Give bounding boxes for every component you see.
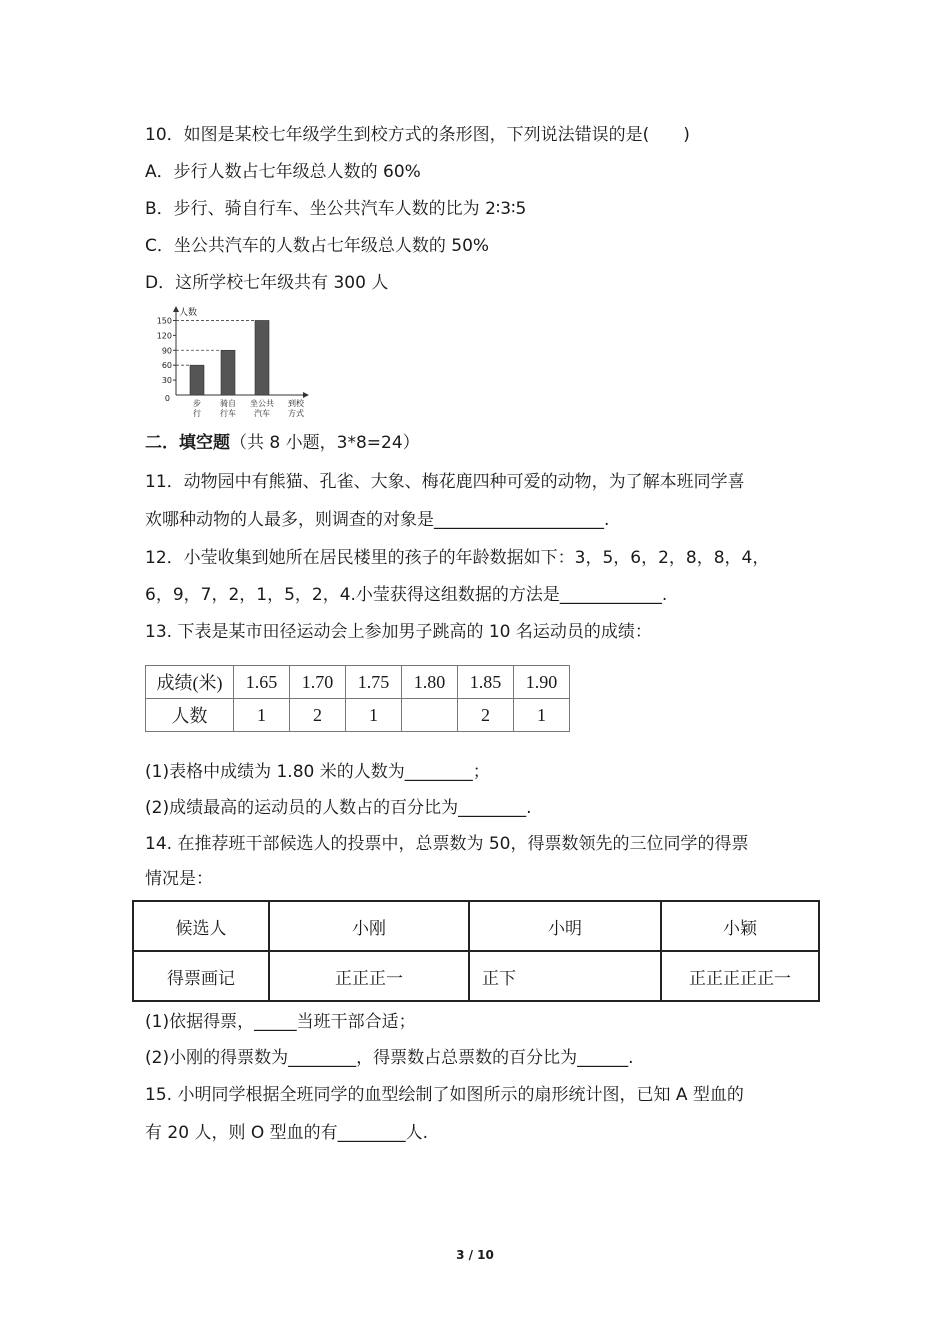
table-row <box>133 951 819 1001</box>
y-tick-label: 60 <box>161 361 172 371</box>
table-cell: 正下 <box>469 951 661 1001</box>
q12-line1: 12．小莹收集到她所在居民楼里的孩子的年龄数据如下：3，5，6，2，8，8，4， <box>145 548 770 568</box>
q11-line2: 欢哪种动物的人最多，则调查的对象是____________________. <box>145 510 610 530</box>
table-cell: 1 <box>234 699 290 732</box>
y-axis-label: 人数 <box>179 308 198 318</box>
x-axis-label-line2: 方式 <box>288 409 304 418</box>
bar <box>255 320 269 395</box>
q13-stem: 13. 下表是某市田径运动会上参加男子跳高的 10 名运动员的成绩： <box>145 622 652 642</box>
x-tick-label: 骑自 <box>220 399 236 408</box>
q12-line2: 6，9，7，2，1，5，2，4.小莹获得这组数据的方法是____________. <box>145 585 668 605</box>
table-cell: 成绩(米) <box>146 666 234 699</box>
x-tick-label: 坐公共 <box>250 399 274 408</box>
q14-line1: 14. 在推荐班干部候选人的投票中，总票数为 50，得票数领先的三位同学的得票 <box>145 834 749 854</box>
table-cell: 小刚 <box>269 901 469 951</box>
table-cell: 1.85 <box>458 666 514 699</box>
q14-sub2: (2)小刚的得票数为________，得票数占总票数的百分比为______. <box>145 1048 634 1068</box>
table-cell: 正正正正正一 <box>661 951 819 1001</box>
table-cell: 1.90 <box>514 666 570 699</box>
table-cell: 小颖 <box>661 901 819 951</box>
x-axis-label-line1: 到校 <box>288 399 304 408</box>
table-row <box>146 699 570 732</box>
table-cell: 2 <box>290 699 346 732</box>
table-cell: 正正正一 <box>269 951 469 1001</box>
section-subtitle: （共 8 小题，3*8=24） <box>230 433 420 453</box>
bar <box>190 365 204 395</box>
table-cell: 得票画记 <box>133 951 269 1001</box>
table-cell: 1.80 <box>402 666 458 699</box>
table-cell <box>402 699 458 732</box>
q13-sub2: (2)成绩最高的运动员的人数占的百分比为________. <box>145 798 532 818</box>
q15-line2: 有 20 人，则 O 型血的有________人. <box>145 1123 429 1143</box>
y-tick-label: 90 <box>161 346 172 356</box>
x-tick-label: 步 <box>193 399 201 408</box>
origin-label: 0 <box>164 394 170 403</box>
x-tick-label: 行 <box>193 409 201 418</box>
grades-table <box>145 665 570 732</box>
votes-table <box>132 900 820 1002</box>
table-cell: 候选人 <box>133 901 269 951</box>
q10-option-d: D．这所学校七年级共有 300 人 <box>145 273 389 293</box>
section-title-text: 二．填空题 <box>145 433 230 453</box>
table-cell: 小明 <box>469 901 661 951</box>
table-row <box>133 901 819 951</box>
table-cell: 2 <box>458 699 514 732</box>
q10-option-b: B．步行、骑自行车、坐公共汽车人数的比为 2∶3∶5 <box>145 199 527 219</box>
bar-chart <box>150 303 320 425</box>
x-tick-label: 行车 <box>220 409 236 418</box>
table-row <box>146 666 570 699</box>
section-title <box>145 431 420 455</box>
q11-line1: 11．动物园中有熊猫、孔雀、大象、梅花鹿四种可爱的动物，为了解本班同学喜 <box>145 472 745 492</box>
q14-sub1: (1)依据得票，_____当班干部合适； <box>145 1012 416 1032</box>
table-cell: 1.65 <box>234 666 290 699</box>
q10-option-c: C．坐公共汽车的人数占七年级总人数的 50% <box>145 236 490 256</box>
bar <box>221 350 235 395</box>
q10-option-a: A．步行人数占七年级总人数的 60% <box>145 162 421 182</box>
table-cell: 1.70 <box>290 666 346 699</box>
table-cell: 人数 <box>146 699 234 732</box>
q14-line2: 情况是： <box>145 869 213 889</box>
y-tick-label: 150 <box>156 316 172 326</box>
q10-stem: 10．如图是某校七年级学生到校方式的条形图，下列说法错误的是( ) <box>145 125 690 145</box>
table-cell: 1 <box>514 699 570 732</box>
table-cell: 1 <box>346 699 402 732</box>
x-tick-label: 汽车 <box>254 409 270 418</box>
q15-line1: 15. 小明同学根据全班同学的血型绘制了如图所示的扇形统计图，已知 A 型血的 <box>145 1085 744 1105</box>
table-cell: 1.75 <box>346 666 402 699</box>
page-number: 3 / 10 <box>456 1248 494 1262</box>
y-tick-label: 30 <box>161 376 172 386</box>
q13-sub1: (1)表格中成绩为 1.80 米的人数为________； <box>145 762 490 782</box>
y-tick-label: 120 <box>156 331 172 341</box>
